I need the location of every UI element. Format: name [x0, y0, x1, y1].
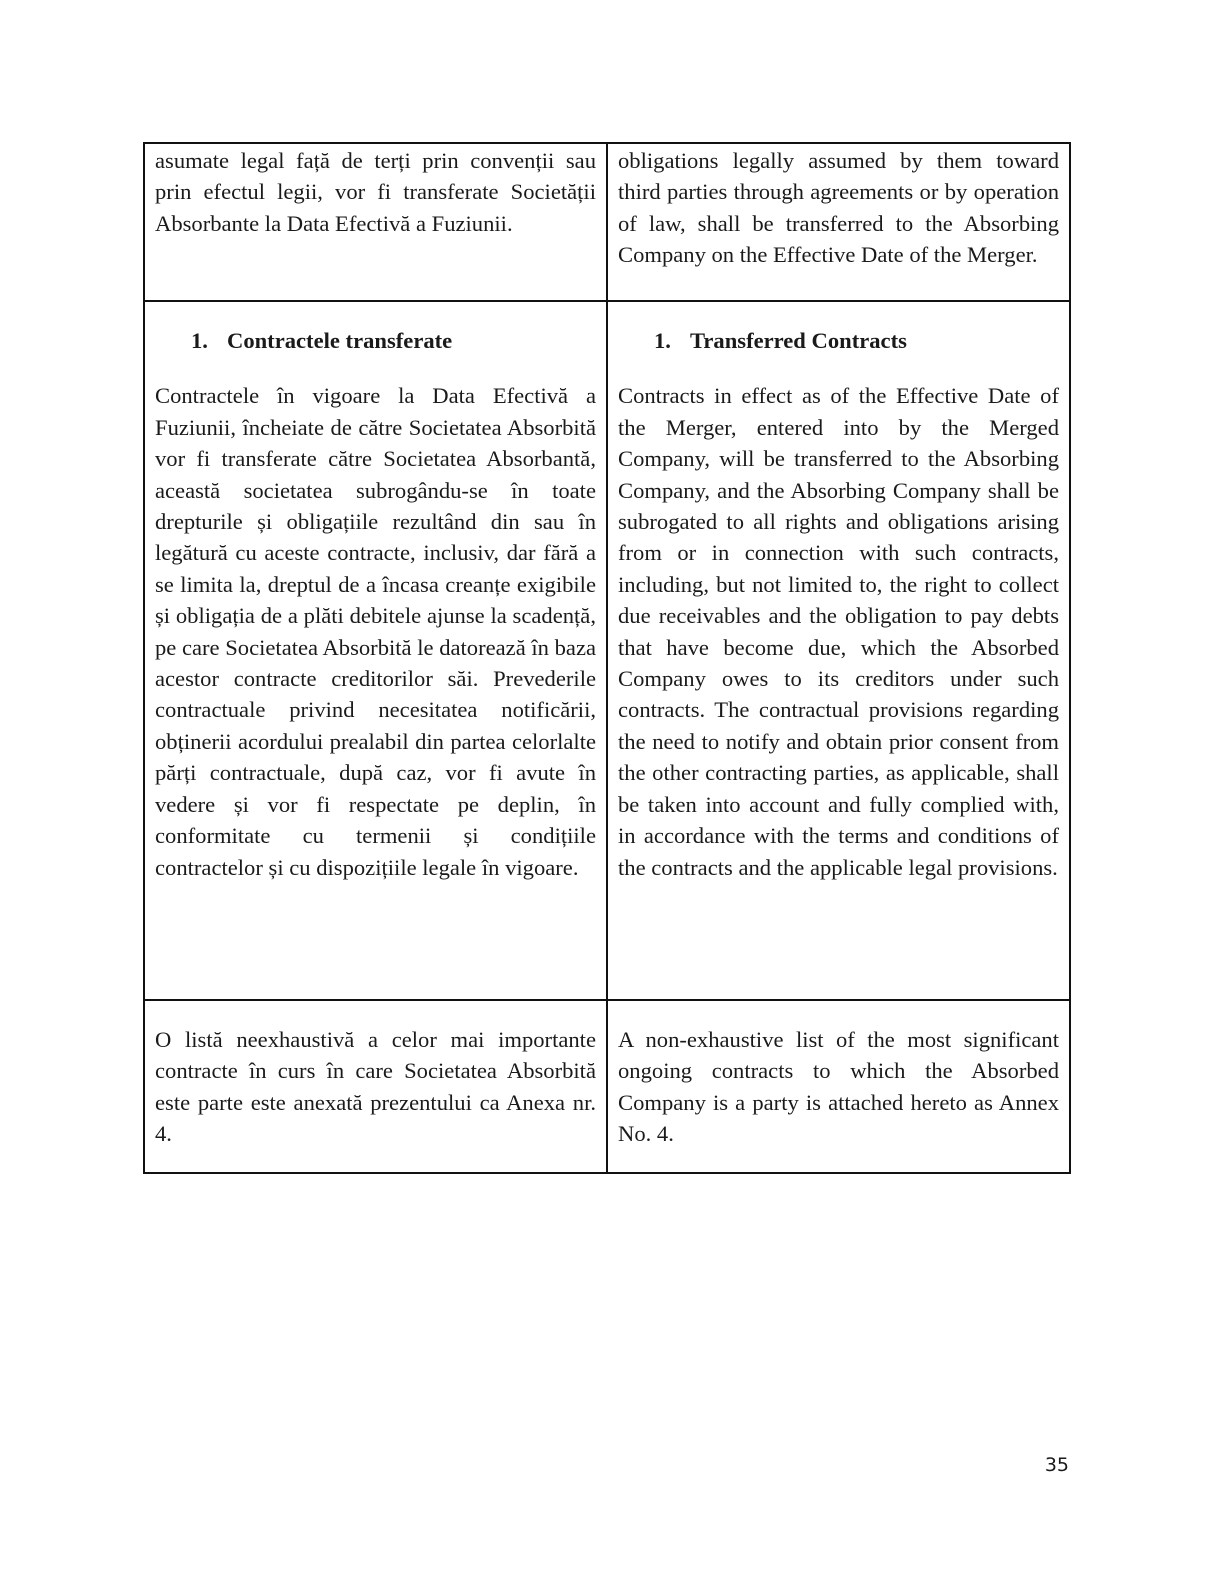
romanian-cell: [144, 143, 607, 301]
romanian-paragraph: asumate legal față de terți prin convenții sau prin efectul legii, vor fi transferate Societății Absorbante la Data Efectivă a Fuziunii.: [155, 148, 596, 236]
heading-text: Transferred Contracts: [690, 328, 907, 353]
bilingual-contract-table: [143, 142, 1071, 1174]
table-row: [144, 1000, 1070, 1173]
romanian-paragraph: Contractele în vigoare la Data Efectivă a Fuziunii, încheiate de către Societatea Absorbită vor fi transferate către Societatea Absorbantă, această societatea subrogându-se în toate drepturile și obligațiile rezultând din sau în legătură cu aceste contracte, inclusiv, dar fără a se limita la, dreptul de a încasa creanțe exigibile și obligația de a plăti debitele ajunse la scadență, pe care Societatea Absorbită le datorează în baza acestor contracte creditorilor săi. Prevederile contractuale privind necesitatea notificării, obținerii acordului prealabil din partea celorlalte părți contractuale, după caz, vor fi avute în vedere și vor fi respectate pe deplin, în conformitate cu termenii și condițiile contractelor și cu dispozițiile legale în vigoare.: [155, 383, 596, 880]
heading-text: Contractele transferate: [227, 328, 453, 353]
page-number: 35: [1044, 1454, 1069, 1476]
romanian-cell: [144, 1000, 607, 1173]
heading-number: 1.: [654, 328, 671, 353]
romanian-cell: [144, 301, 607, 1000]
english-cell: [607, 143, 1070, 301]
english-paragraph: obligations legally assumed by them toward third parties through agreements or by operation of law, shall be transferred to the Absorbing Company on the Effective Date of the Merger.: [618, 148, 1059, 268]
romanian-section-heading: [155, 325, 596, 356]
english-paragraph: Contracts in effect as of the Effective Date of the Merger, entered into by the Merged Company, will be transferred to the Absorbing Company, and the Absorbing Company shall be subrogated to all rights and obligations arising from or in connection with such contracts, including, but not limited to, the right to collect due receivables and the obligation to pay debts that have become due, which the Absorbed Company owes to its creditors under such contracts. The contractual provisions regarding the need to notify and obtain prior consent from the other contracting parties, as applicable, shall be taken into account and fully complied with, in accordance with the terms and conditions of the contracts and the applicable legal provisions.: [618, 383, 1059, 880]
table-row: [144, 143, 1070, 301]
table-row: [144, 301, 1070, 1000]
heading-number: 1.: [191, 328, 208, 353]
english-section-heading: [618, 325, 1059, 356]
english-cell: [607, 301, 1070, 1000]
romanian-paragraph: O listă neexhaustivă a celor mai importante contracte în curs în care Societatea Absorbită este parte este anexată prezentului ca Anexa nr. 4.: [155, 1027, 596, 1147]
english-cell: [607, 1000, 1070, 1173]
english-paragraph: A non-exhaustive list of the most significant ongoing contracts to which the Absorbed Company is a party is attached hereto as Annex No. 4.: [618, 1027, 1059, 1147]
